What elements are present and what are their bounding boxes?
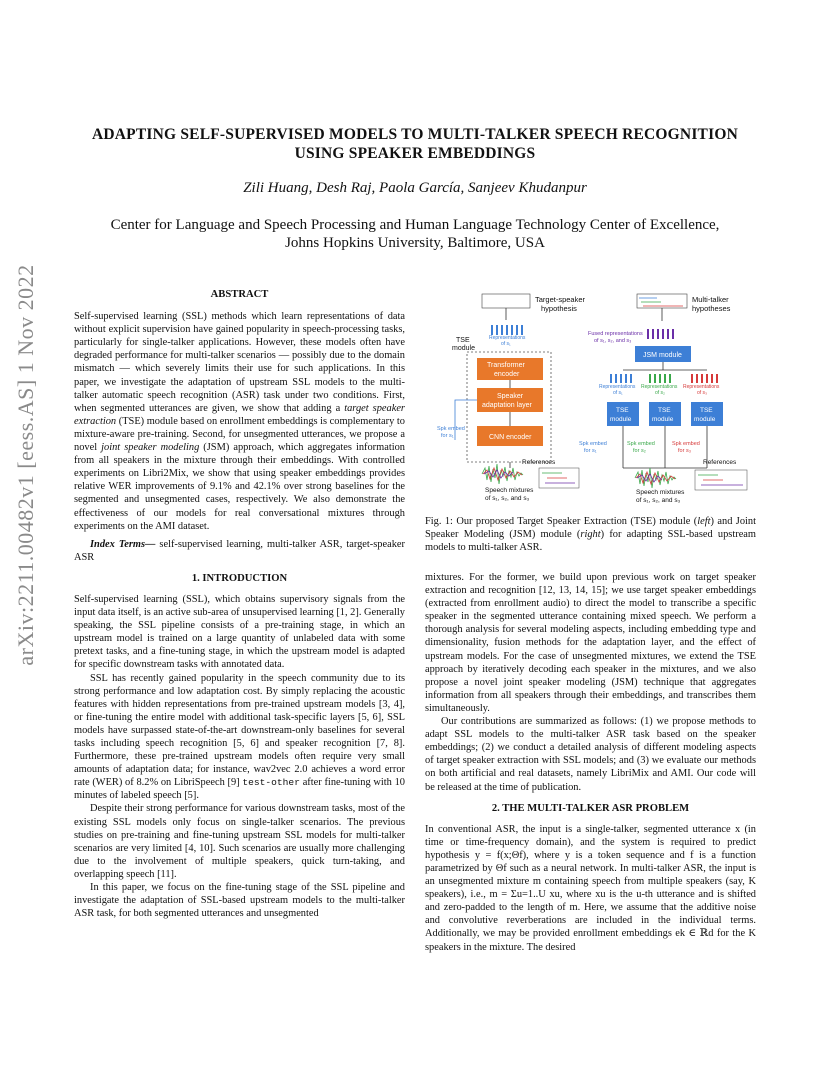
abstract-text: Self-supervised learning (SSL) methods which learn representations of data without explicit supervision have gained popularity in speech-processing tasks, particularly for single-talker applications. However, these models often have degraded performance for multi-talker scenarios — possibly due to the domain mismatch — which severely limits their use for such applications. In this paper, we investigate the adaptation of upstream SSL models to the multi-talker automatic speech recognition (ASR) task under two conditions. First, when segmented utterances are given, we show that adding a target speaker extraction (TSE) module based on enrollment embeddings is complementary to mixture-aware pre-training. Second, for unsegmented utterances, we propose a novel joint speaker modeling (JSM) approach, which aggregates information from all speakers in the mixture through their embeddings. With controlled experiments on Libri2Mix, we show that using speaker embeddings provides relative WER improvements of 9.1% and 42.1% over strong baselines for the segmented and unsegmented cases, respectively. We also demonstrate the effectiveness of our models for real conversational mixtures through experiments on the AMI dataset.	[74, 311, 406, 532]
multi-hyp-label: Multi-talker	[692, 295, 729, 304]
svg-text:TSE: TSE	[616, 407, 629, 414]
svg-text:CNN encoder: CNN encoder	[489, 434, 532, 441]
svg-text:References: References	[703, 459, 737, 466]
svg-text:of s₃: of s₃	[697, 390, 708, 396]
abstract-heading: ABSTRACT	[210, 289, 269, 300]
target-hyp-box	[482, 294, 530, 308]
svg-text:Fused representations: Fused representations	[588, 331, 643, 337]
svg-text:Spk embed: Spk embed	[672, 441, 700, 447]
svg-text:hypotheses: hypotheses	[692, 304, 731, 313]
svg-text:encoder: encoder	[494, 371, 520, 378]
svg-text:module: module	[652, 416, 674, 423]
svg-text:of s₂: of s₂	[655, 390, 665, 396]
svg-text:Transformer: Transformer	[487, 362, 525, 369]
svg-text:Spk embed: Spk embed	[627, 441, 655, 447]
svg-text:of s₁, s₂, and s₃: of s₁, s₂, and s₃	[485, 495, 530, 502]
svg-text:for s₁: for s₁	[584, 448, 597, 454]
svg-text:Spk embed: Spk embed	[579, 441, 607, 447]
svg-text:TSE: TSE	[700, 407, 713, 414]
svg-text:of s₁: of s₁	[613, 390, 623, 396]
intro-paragraph-4: In this paper, we focus on the fine-tuning stage of the SSL pipeline and investigate the adaptation of SSL-based upstream models to the multi-talker ASR task, for both segmented utterances and unsegmented	[74, 882, 405, 920]
authors: Zili Huang, Desh Raj, Paola García, Sanjeev Khudanpur	[243, 180, 587, 196]
section2-heading: 2. THE MULTI-TALKER ASR PROBLEM	[491, 802, 690, 814]
rep-bars-right	[610, 374, 718, 383]
svg-text:of s₁, s₂, and s₃: of s₁, s₂, and s₃	[594, 338, 632, 344]
right-paragraph-1: mixtures. For the former, we build upon previous work on target speaker extraction and recognition [12, 13, 14, 15]; we use target speaker embeddings (extracted from enrollment audio) to direct the model to transcribe a specific speaker in the segmented utterance containing mixed speech. We perform a thorough analysis for several modeling aspects, including embedding type and dimensionality, fusion methods for the adaptation layer, and the effect of upstream models. For the case of unsegmented mixtures, we extend the TSE approach by iteratively decoding each speaker in the mixtures, and we also propose a novel joint speaker modeling (JSM) technique that aggregates information from all speakers through their embeddings, and transcribes them simultaneously.	[425, 572, 756, 714]
svg-text:module: module	[694, 416, 716, 423]
target-hyp-label: Target-speaker	[535, 295, 586, 304]
svg-text:Representations: Representations	[489, 335, 526, 341]
svg-text:module: module	[452, 345, 475, 352]
svg-text:TSE: TSE	[658, 407, 671, 414]
intro-paragraph-1: Self-supervised learning (SSL), which obtains supervisory signals from the input data itself, is an active sub-area of unsupervised learning [1, 2]. Generally speaking, the SSL pipeline consists of a pre-training stage, in which an upstream model is trained on a large quantity of unlabeled data with some pretext tasks, and a fine-tuning stage, in which the upstream model is adapted for specific downstream tasks with annotated data.	[74, 593, 405, 671]
svg-text:Representations: Representations	[599, 384, 636, 390]
svg-text:for s₂: for s₂	[633, 448, 646, 454]
svg-text:of s₁: of s₁	[501, 341, 511, 347]
intro-paragraph-2: SSL has recently gained popularity in the speech community due to its strong performance and low adaptation cost. By simply replacing the acoustic features with hidden representations from pre-trained upstream models [3, 4], or fine-tuning the entire model with additional task-specific layers [5, 6], SSL models have surpassed state-of-the-art downstream-only baselines for several tasks including speech recognition [5, 6] and speaker recognition [7, 8]. Furthermore, these pre-trained upstream models often require very small amounts of adaptation data; for instance, wav2vec 2.0 achieves a word error rate (WER) of 8.2% on LibriSpeech [9] test-other after fine-tuning with 10 minutes of labeled speech [5].	[74, 672, 405, 802]
svg-text:for s₃: for s₃	[678, 448, 691, 454]
svg-text:References: References	[522, 459, 556, 466]
waveform-left	[482, 464, 523, 484]
speech-mix-label-right: Speech mixtures	[636, 489, 685, 496]
svg-text:module: module	[610, 416, 632, 423]
intro-paragraph-3: Despite their strong performance for various downstream tasks, most of the existing SSL models only focus on single-talker scenarios. The previous studies on pre-training and fine-tuning upstream SSL models for multi-talker scenarios are very limited [4, 10]. Such scenarios are usually more challenging due to the involvement of multiple speakers, quick turn-taking, and overlapping speech [11].	[74, 803, 405, 880]
svg-text:Speaker: Speaker	[497, 393, 524, 400]
svg-text:Representations: Representations	[641, 384, 678, 390]
figure-1-diagram	[427, 288, 760, 506]
paper-title: ADAPTING SELF-SUPERVISED MODELS TO MULTI-TALKER SPEECH RECOGNITION USING SPEAKER EMBEDDINGS	[92, 126, 738, 162]
intro-heading: 1. INTRODUCTION	[191, 572, 288, 584]
svg-text:Spk embed: Spk embed	[437, 426, 465, 432]
affiliation: Center for Language and Speech Processing and Human Language Technology Center of Excellence, Johns Hopkins University, Baltimore, USA	[110, 217, 720, 251]
arxiv-stamp: arXiv:2211.00482v1 [eess.AS] 1 Nov 2022	[13, 264, 38, 666]
svg-text:hypothesis: hypothesis	[541, 304, 577, 313]
svg-text:of s₁, s₂, and s₃: of s₁, s₂, and s₃	[636, 497, 681, 504]
figure-caption: Fig. 1: Our proposed Target Speaker Extraction (TSE) module (left) and Joint Speaker Modeling (JSM) module (right) for adapting SSL-based upstream models to multi-talker ASR.	[425, 516, 757, 554]
rep-bars-left	[491, 325, 523, 335]
right-paragraph-2: Our contributions are summarized as follows: (1) we propose methods to adapt SSL models to the multi-talker ASR task based on the speaker embeddings; (2) we conduct a detailed analysis of different modeling aspects of target speaker extraction with SSL models; and (3) we evaluate our methods on both artificial and real datasets, namely LibriMix and AMI. Our code will be released at the time of publication.	[425, 716, 756, 793]
index-terms: Index Terms— self-supervised learning, multi-talker ASR, target-speaker ASR	[74, 538, 405, 563]
svg-text:Representations: Representations	[683, 384, 720, 390]
fused-bars	[647, 329, 674, 339]
right-paragraph-3: In conventional ASR, the input is a single-talker, segmented utterance x (in time or time-frequency domain), and the system is required to predict hypothesis y = f(x;Θf), where y is a token sequence and f is a function parametrized by Θf such as a neural network. In multi-talker ASR, the input is an unsegmented mixture m containing speech from multiple speakers (say, K speakers), i.e., m = Σu=1..U xu, where xu is the u-th utterance and is shifted and zero-padded to the length of m. Here, we assume that the additive noise and convolutive reverberations are included in the individual terms. Additionally, we may be provided enrollment embeddings ek ∈ ℝd for the K speakers in the mixture. The desired	[425, 823, 756, 953]
svg-text:adaptation layer: adaptation layer	[482, 402, 532, 409]
figure-1	[427, 288, 760, 506]
right-column	[425, 571, 756, 954]
waveform-right	[635, 468, 676, 488]
svg-text:for s₁: for s₁	[441, 433, 454, 439]
left-column	[74, 288, 405, 920]
svg-text:JSM module: JSM module	[643, 352, 682, 359]
tse-label: TSE	[456, 337, 470, 344]
speech-mix-label-left: Speech mixtures	[485, 487, 534, 494]
